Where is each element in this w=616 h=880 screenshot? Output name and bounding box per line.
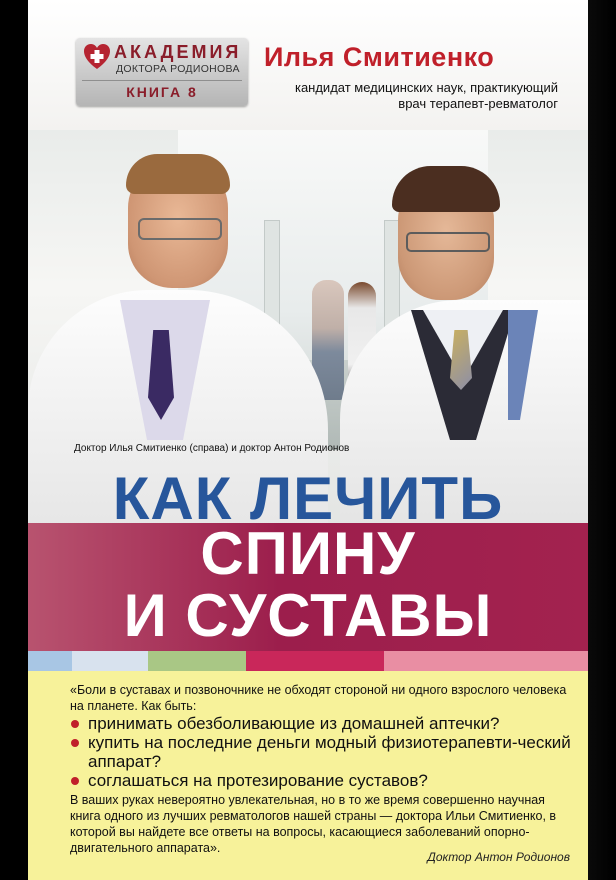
author-name: Илья Смитиенко [264, 42, 495, 72]
book-number: КНИГА 8 [126, 84, 198, 100]
list-item: принимать обезболивающие из домашней аптечки? [70, 714, 580, 733]
cover-header [28, 0, 588, 130]
series-badge [76, 38, 248, 106]
list-item: соглашаться на протезирование суставов? [70, 771, 580, 790]
doctor-right-hair [392, 166, 500, 212]
title-line-2: СПИНУ [200, 520, 416, 587]
stripe [246, 651, 384, 671]
author-title-line1: кандидат медицинских наук, практикующий [294, 80, 558, 95]
author-title-line2: врач терапевт-ревматолог [398, 96, 558, 111]
list-item: купить на последние деньги модный физиотерапевти-ческий аппарат? [70, 733, 580, 771]
blurb-intro: «Боли в суставах и позвоночнике не обходят стороной ни одного взрослого человека на планете. Как быть: [70, 683, 567, 713]
color-stripes [28, 651, 588, 671]
photo-caption: Доктор Илья Смитиенко (справа) и доктор Антон Родионов [74, 443, 350, 454]
title-line-1: КАК ЛЕЧИТЬ [112, 465, 504, 532]
blurb-bullets [70, 714, 580, 790]
page-edge [588, 0, 616, 880]
series-name: АКАДЕМИЯ [114, 42, 242, 62]
doctor-left-glasses [138, 218, 222, 240]
blurb-signature: Доктор Антон Родионов [427, 850, 570, 864]
doctor-right-glasses [406, 232, 490, 252]
badge-divider [82, 80, 242, 81]
stripe [384, 651, 588, 671]
stripe [28, 651, 72, 671]
heart-cross-icon [82, 42, 112, 72]
stripe [72, 651, 148, 671]
blurb-body: В ваших руках невероятно увлекательная, но в то же время совершенно научная книга одного из лучших ревматологов нашей страны — доктора Ильи Смитиенко, в которой вы найдете все ответы на вопросы, касающиеся заболеваний опорно-двигательного аппарата». [70, 793, 557, 855]
series-subtitle: ДОКТОРА РОДИОНОВА [116, 63, 240, 75]
book-cover [28, 0, 588, 880]
stripe [148, 651, 246, 671]
title-line-3: И СУСТАВЫ [123, 582, 493, 649]
doctor-left-hair [126, 154, 230, 194]
author-title [264, 80, 558, 112]
